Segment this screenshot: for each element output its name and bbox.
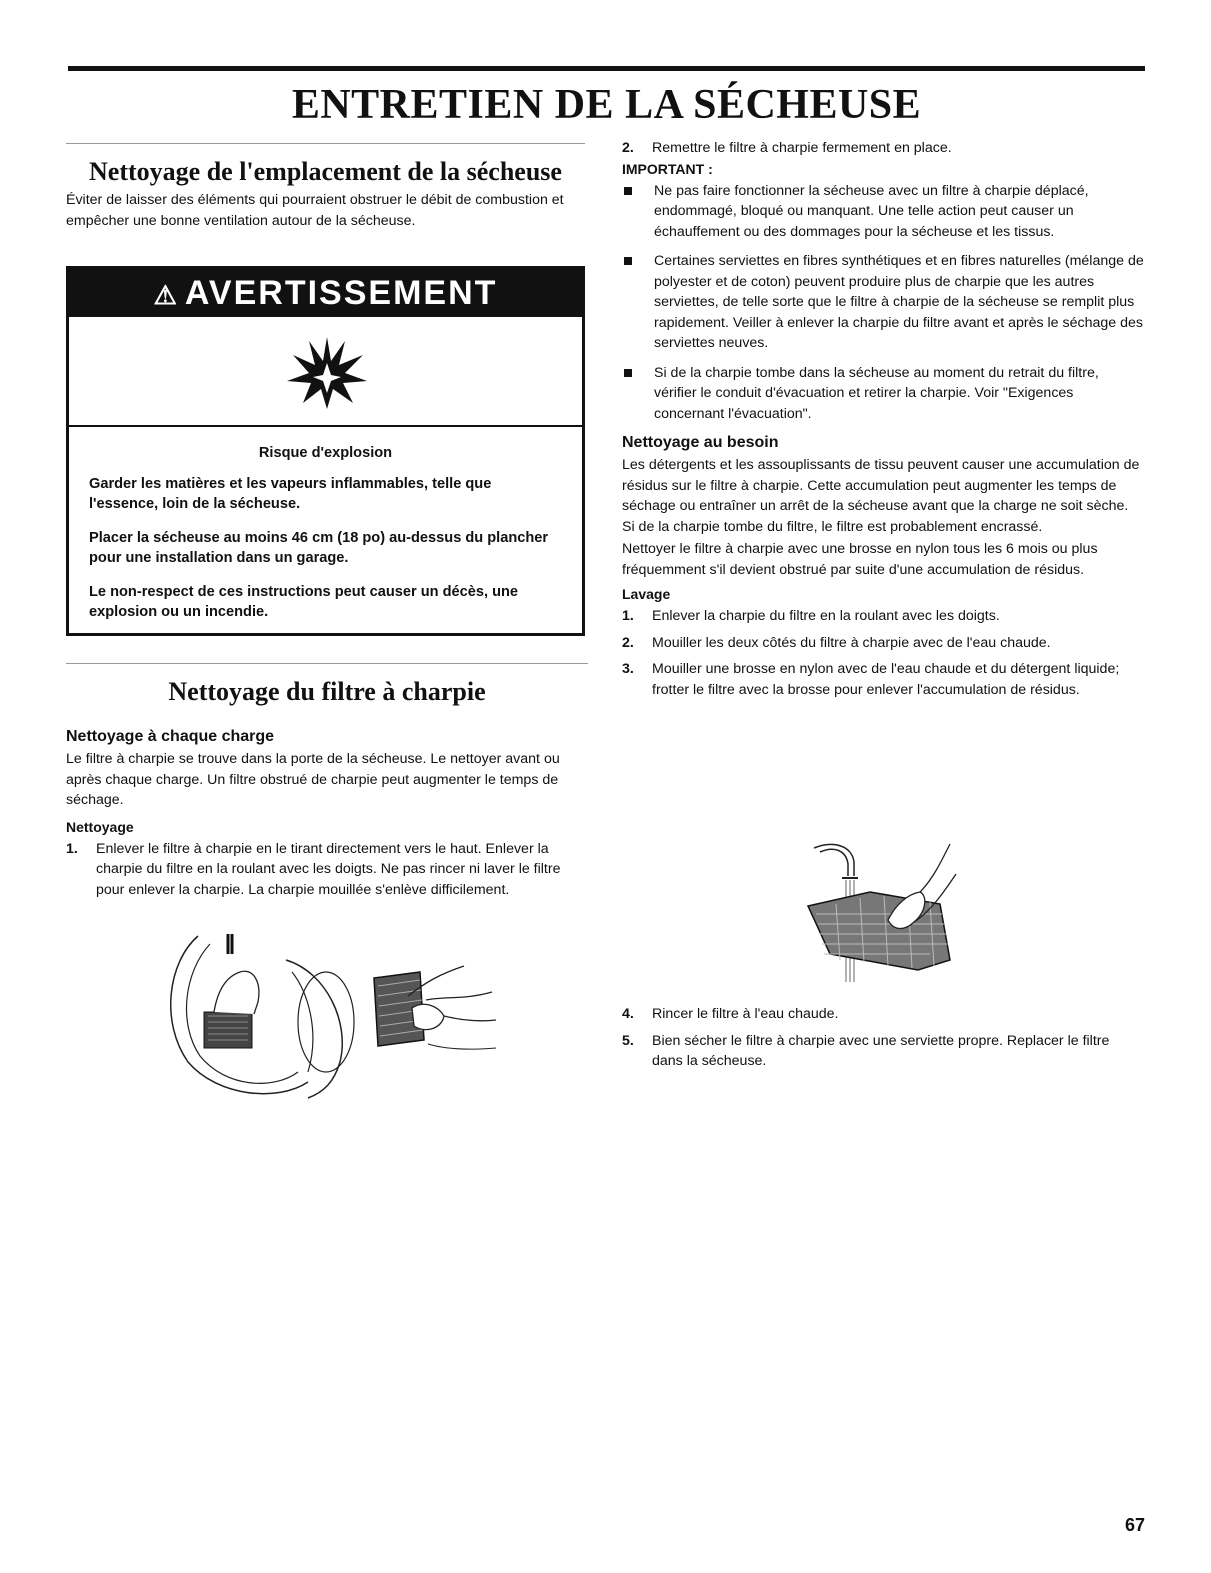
step-2-list [622,138,1144,159]
section-title-lint-filter: Nettoyage du filtre à charpie [168,677,486,706]
warning-risk: Risque d'explosion [258,445,393,461]
each-load-heading: Nettoyage à chaque charge [66,728,275,745]
location-paragraph: Éviter de laisser des éléments qui pourraient obstruer le débit de combustion et empêcher une bonne ventilation autour de la sécheuse. [66,192,564,229]
warning-line-3: Le non-respect de ces instructions peut causer un décès, une explosion ou un incendie. [89,583,519,620]
cleaning-step-2: 2. Remettre le filtre à charpie fermement en place. [622,140,952,156]
as-needed-paragraph-1: Les détergents et les assouplissants de tissu peuvent causer une accumulation de résidus sur le filtre à charpie. Cette accumulation peut augmenter les temps de séchage ou entraîner un arrêt de la sécheuse avant que la charge ne soit sèche. Si de la charpie tombe du filtre, le filtre est probablement encrassé. [622,457,1140,535]
important-bullet: Ne pas faire fonctionner la sécheuse avec un filtre à charpie déplacé, endommagé, bloqué ou manquant. Une telle action peut causer un échauffement ou des dommages pour la sécheuse et les tissus. [622,181,1144,243]
section-divider [66,663,588,664]
bullet-square-icon [624,257,632,265]
warning-line-2: Placer la sécheuse au moins 46 cm (18 po) au-dessus du plancher pour une installation dans un garage. [89,529,549,566]
washing-step: 3. Mouiller une brosse en nylon avec de l'eau chaude et du détergent liquide; frotter le filtre avec la brosse pour enlever l'accumulation de résidus. [622,661,1120,698]
final-steps-block [622,1004,1144,1078]
lint-filter-hand-illustration [368,956,500,1056]
warning-line-1: Garder les matières et les vapeurs inflammables, telle que l'essence, loin de la sécheuse. [89,475,492,512]
warning-heading: AVERTISSEMENT [184,274,498,312]
section-divider [66,143,585,144]
cleaning-steps [66,839,590,901]
as-needed-paragraph-2: Nettoyer le filtre à charpie avec une brosse en nylon tous les 6 mois ou plus fréquemment s'il devient obstrué par suite d'une accumulation de résidus. [622,541,1098,578]
warning-header [69,269,582,317]
washing-heading: Lavage [622,586,671,602]
explosion-icon [285,333,369,411]
washing-step: 4. Rincer le filtre à l'eau chaude. [622,1006,839,1022]
important-bullet: Certaines serviettes en fibres synthétiques et en fibres naturelles (mélange de polyester et de coton) peuvent produire plus de charpie que les autres serviettes, de telle sorte que le filtre à charpie de la sécheuse se remplit plus rapidement. Veiller à enlever la charpie du filtre avant et après le séchage des serviettes neuves. [622,251,1144,354]
final-steps [622,1004,1144,1072]
page-title: ENTRETIEN DE LA SÉCHEUSE [291,82,922,128]
bullet-square-icon [624,369,632,377]
warning-triangle-icon: ⚠ [153,280,179,310]
top-rule [68,66,1145,71]
page-number: 67 [1124,1515,1145,1535]
each-load-block [66,727,590,906]
washing-steps [622,606,1144,700]
right-column [622,138,1144,706]
section-title-location: Nettoyage de l'emplacement de la sécheuse [89,157,562,186]
warning-box [66,266,585,636]
warning-text [89,443,562,636]
washing-step: 2. Mouiller les deux côtés du filtre à charpie avec de l'eau chaude. [622,634,1051,651]
each-load-paragraph: Le filtre à charpie se trouve dans la porte de la sécheuse. Le nettoyer avant ou après chaque charge. Un filtre obstrué de charpie peut augmenter le temps de séchage. [66,751,560,808]
washing-step: 1. Enlever la charpie du filtre en la roulant avec les doigts. [622,608,1000,624]
important-bullet: Si de la charpie tombe dans la sécheuse au moment du retrait du filtre, vérifier le conduit d'évacuation et retirer la charpie. Voir "Exigences concernant l'évacuation". [622,363,1144,425]
cleaning-step: 1. Enlever le filtre à charpie en le tirant directement vers le haut. Enlever la charpie du filtre en la roulant avec les doigts. Ne pas rincer ni laver le filtre pour enlever la charpie. La charpie mouillée s'enlève difficilement. [66,840,561,898]
washing-step: 5. Bien sécher le filtre à charpie avec une serviette propre. Replacer le filtre dans la sécheuse. [622,1032,1110,1069]
dryer-door-illustration [158,932,358,1100]
important-heading: IMPORTANT : [622,160,713,177]
warning-divider [69,425,582,427]
important-bullets [622,181,1144,425]
as-needed-heading: Nettoyage au besoin [622,434,779,451]
bullet-square-icon [624,187,632,195]
cleaning-heading: Nettoyage [66,818,134,835]
faucet-filter-illustration [800,840,960,992]
